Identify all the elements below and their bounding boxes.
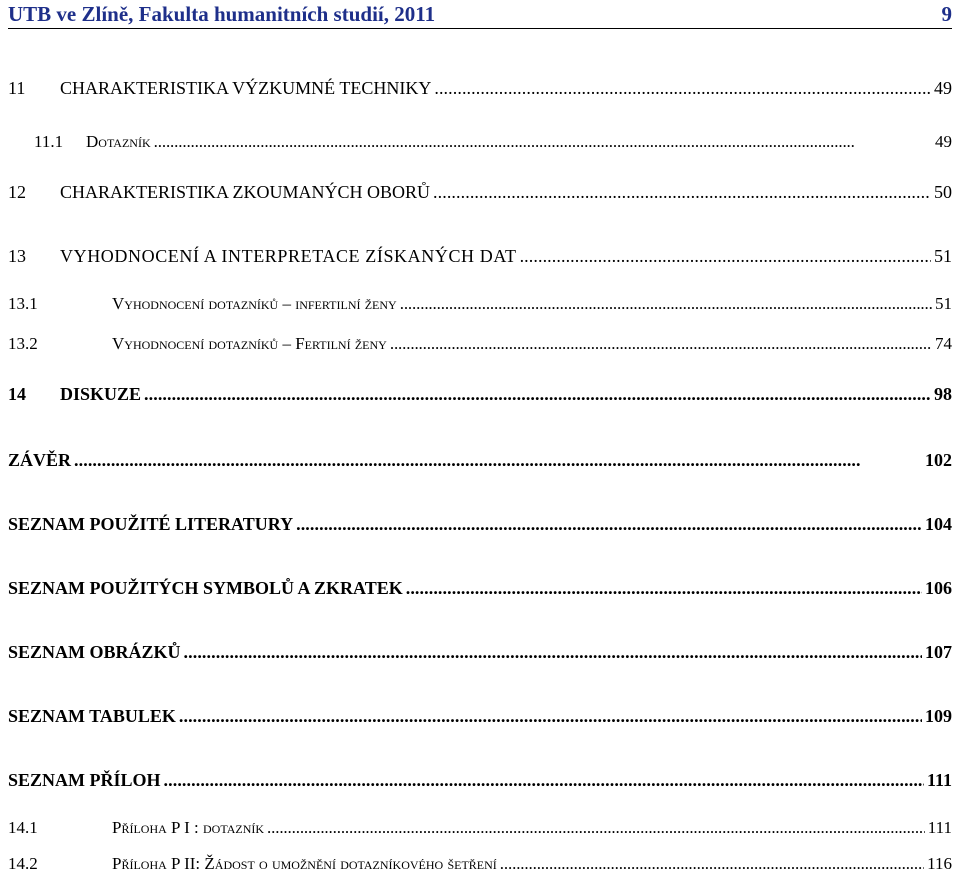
toc-entry-11-1[interactable] xyxy=(8,132,952,156)
dot-leader xyxy=(74,450,922,471)
toc-page: 111 xyxy=(927,818,952,837)
toc-label: ZÁVĚR xyxy=(8,450,72,470)
toc-page: 116 xyxy=(927,854,952,873)
dot-leader xyxy=(267,818,925,838)
toc-number: 11 xyxy=(8,78,26,98)
dot-leader xyxy=(400,294,932,314)
header-page-number: 9 xyxy=(941,2,952,26)
toc-page: 111 xyxy=(926,770,952,790)
toc-entry-tabulky[interactable] xyxy=(8,706,952,730)
toc-entry-literatura[interactable] xyxy=(8,514,952,538)
toc-label: CHARAKTERISTIKA ZKOUMANÝCH OBORŮ xyxy=(60,182,431,202)
toc-number: 12 xyxy=(8,182,26,202)
page-header xyxy=(8,0,952,29)
toc-page: 50 xyxy=(934,182,952,202)
toc-entry-14-2[interactable] xyxy=(8,854,952,878)
dot-leader xyxy=(184,642,922,663)
toc-page: 51 xyxy=(935,294,952,313)
toc-page: 49 xyxy=(935,132,952,151)
dot-leader xyxy=(500,854,924,874)
toc-page: 74 xyxy=(935,334,952,353)
toc-number: 13.2 xyxy=(8,334,38,353)
toc-page: 107 xyxy=(925,642,952,662)
dot-leader xyxy=(406,578,922,599)
toc-number: 13.1 xyxy=(8,294,38,313)
header-title: UTB ve Zlíně, Fakulta humanitních studií, 2011 xyxy=(8,2,436,26)
toc-label: Vyhodnocení dotazníků – infertilní ženy xyxy=(112,294,397,313)
dot-leader xyxy=(434,78,931,99)
toc-entry-14-1[interactable] xyxy=(8,818,952,842)
toc-label: CHARAKTERISTIKA VÝZKUMNÉ TECHNIKY xyxy=(60,78,432,98)
toc-entry-13[interactable] xyxy=(8,246,952,270)
toc-page: 104 xyxy=(925,514,952,534)
dot-leader xyxy=(179,706,922,727)
toc-entry-symboly[interactable] xyxy=(8,578,952,602)
toc-entry-13-2[interactable] xyxy=(8,334,952,358)
toc-entry-11[interactable] xyxy=(8,78,952,102)
toc-entry-13-1[interactable] xyxy=(8,294,952,318)
toc-number: 14.2 xyxy=(8,854,38,873)
toc-number: 14 xyxy=(8,384,26,404)
dot-leader xyxy=(390,334,932,354)
toc-page: 51 xyxy=(934,246,952,266)
toc-label: Dotazník xyxy=(86,132,151,151)
toc-entry-obrazky[interactable] xyxy=(8,642,952,666)
toc-page: 109 xyxy=(925,706,952,726)
toc-entry-zaver[interactable] xyxy=(8,450,952,474)
dot-leader xyxy=(154,132,932,152)
toc-label: SEZNAM PŘÍLOH xyxy=(8,770,161,790)
dot-leader xyxy=(520,246,931,267)
toc-label: Vyhodnocení dotazníků – Fertilní ženy xyxy=(112,334,387,353)
toc-label: DISKUZE xyxy=(60,384,142,404)
toc-entry-12[interactable] xyxy=(8,182,952,206)
toc-number: 13 xyxy=(8,246,26,266)
toc-label: Příloha P II: Žádost o umožnění dotazníkového šetření xyxy=(112,854,497,873)
toc-page: 102 xyxy=(925,450,952,470)
toc-page: 106 xyxy=(925,578,952,598)
toc-label: SEZNAM OBRÁZKŮ xyxy=(8,642,181,662)
toc-label: VYHODNOCENÍ A INTERPRETACE ZÍSKANÝCH DAT xyxy=(60,246,517,266)
toc-entry-prilohy[interactable] xyxy=(8,770,952,794)
dot-leader xyxy=(164,770,924,791)
toc-number: 11.1 xyxy=(34,132,64,151)
toc-label: Příloha P I : dotazník xyxy=(112,818,265,837)
toc-page: 49 xyxy=(934,78,952,98)
toc-page: 98 xyxy=(934,384,952,404)
toc-label: SEZNAM TABULEK xyxy=(8,706,176,726)
toc-label: SEZNAM POUŽITÝCH SYMBOLŮ A ZKRATEK xyxy=(8,578,403,598)
dot-leader xyxy=(144,384,931,405)
toc-number: 14.1 xyxy=(8,818,38,837)
dot-leader xyxy=(296,514,922,535)
toc-entry-14[interactable] xyxy=(8,384,952,408)
toc-label: SEZNAM POUŽITÉ LITERATURY xyxy=(8,514,294,534)
dot-leader xyxy=(433,182,931,203)
